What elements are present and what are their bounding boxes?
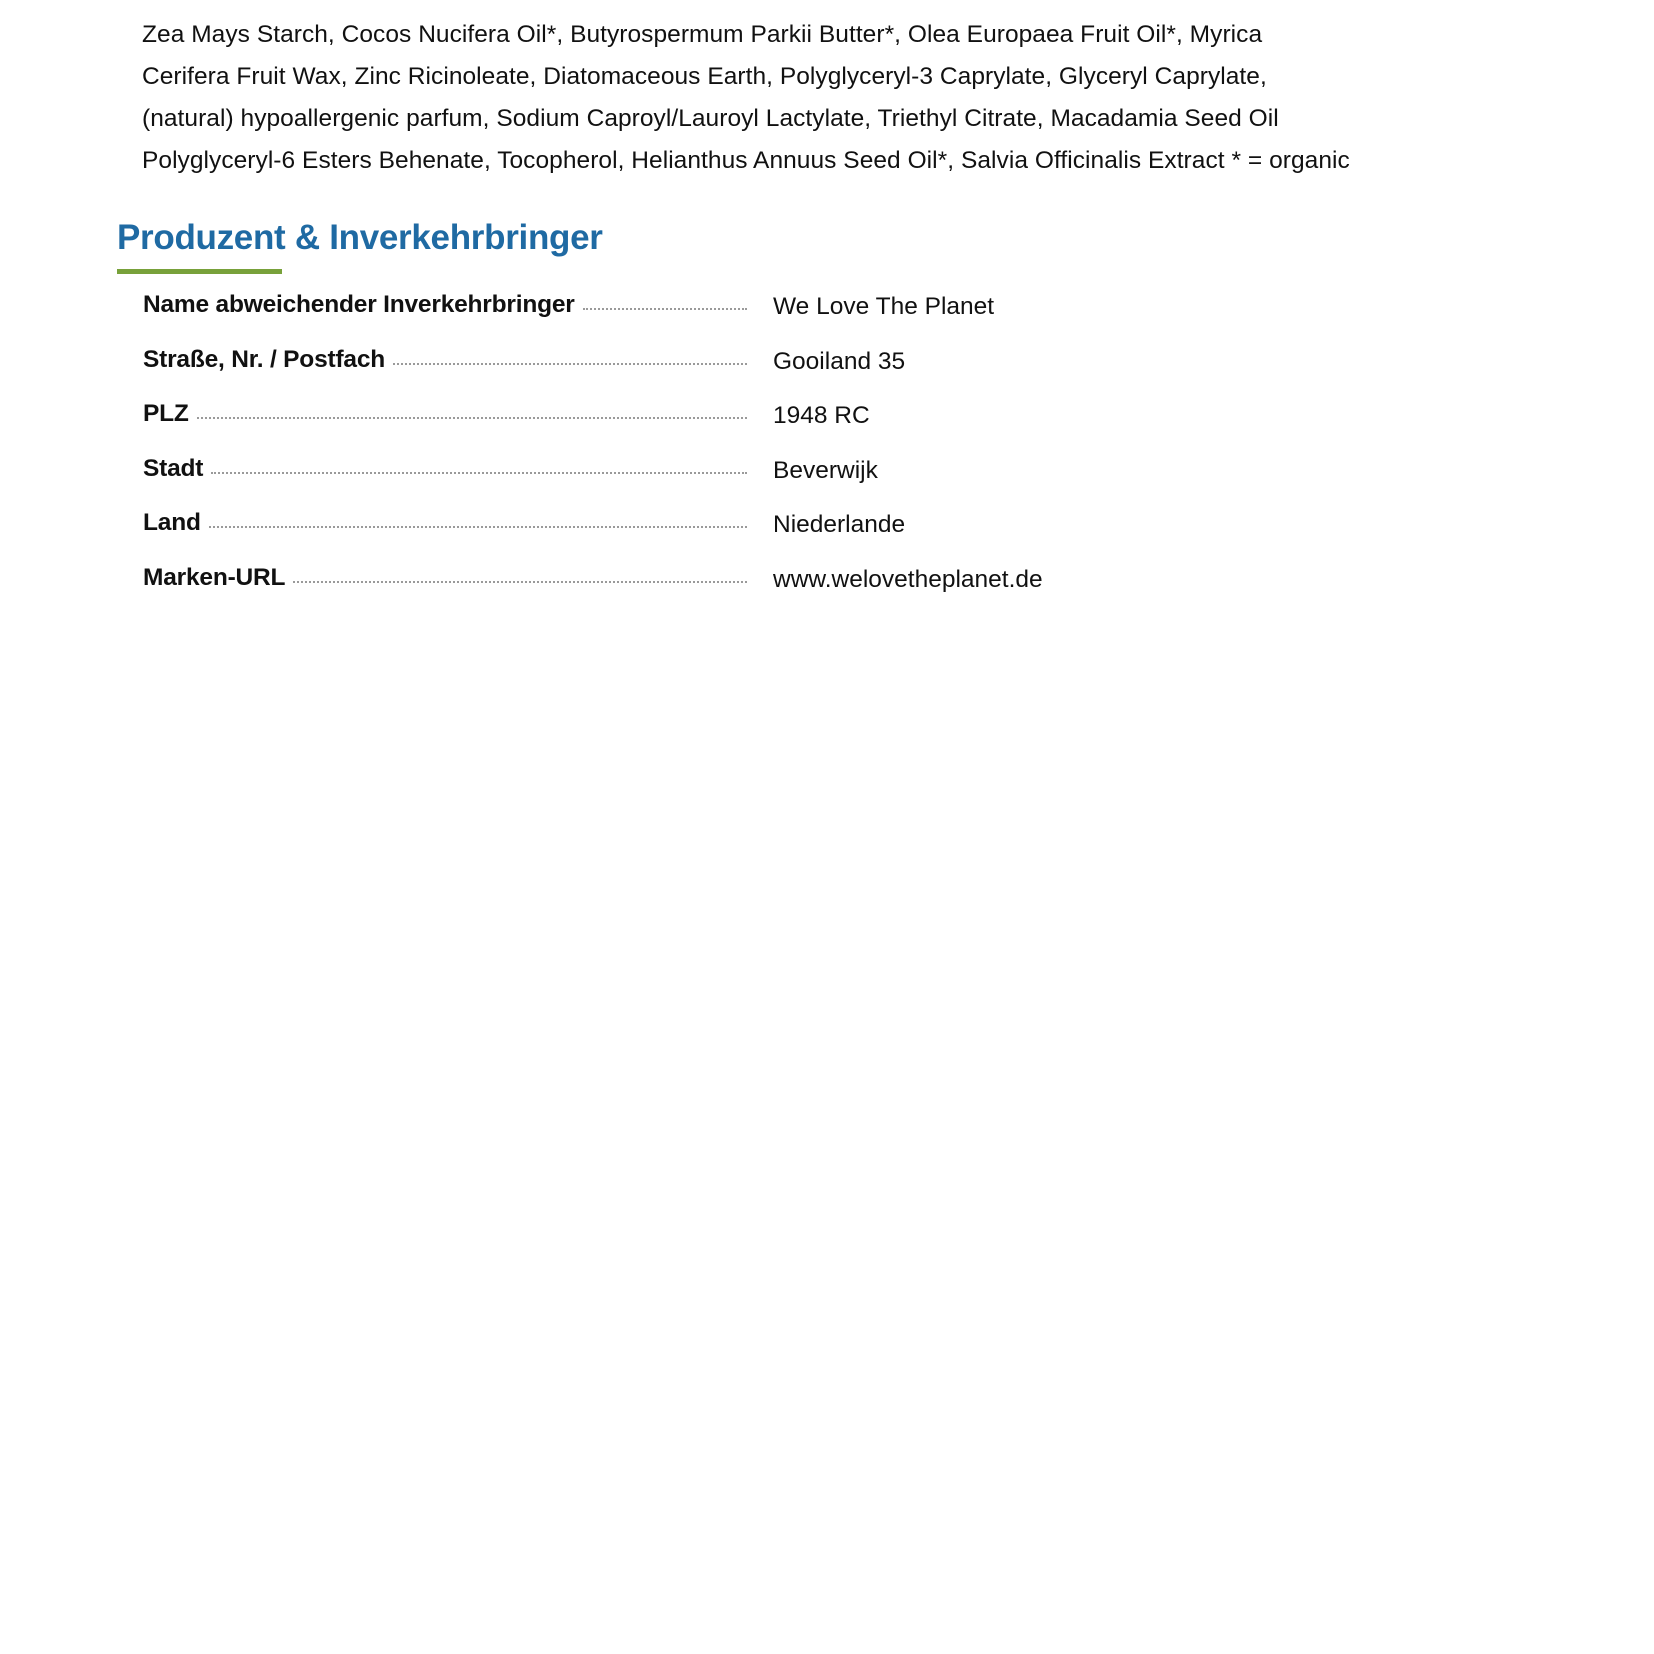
info-row-street (143, 337, 1143, 392)
brand-url-value: www.welovetheplanet.de (773, 565, 1043, 593)
ingredients-line: (natural) hypoallergenic parfum, Sodium Caproyl/Lauroyl Lactylate, Triethyl Citrate, Macadamia Seed Oil (142, 105, 1279, 132)
info-value: Beverwijk (773, 456, 878, 484)
info-label: Name abweichender Inverkehrbringer (143, 291, 575, 318)
info-label: Land (143, 509, 201, 537)
dotted-leader (583, 308, 747, 310)
heading-underline (117, 269, 282, 274)
dotted-leader (211, 472, 747, 474)
info-label-container (143, 282, 747, 328)
dotted-leader (197, 417, 747, 419)
info-value: We Love The Planet (773, 293, 995, 320)
info-label: Straße, Nr. / Postfach (143, 345, 386, 373)
info-label-container (143, 500, 747, 546)
info-label-container (143, 391, 747, 437)
info-value: Niederlande (773, 511, 906, 539)
dotted-leader (209, 526, 747, 528)
info-label-container (143, 337, 747, 383)
producer-info-list (143, 282, 1143, 610)
ingredients-line: Polyglyceryl-6 Esters Behenate, Tocopherol, Helianthus Annuus Seed Oil*, Salvia Officinalis Extract * = organic (142, 147, 1350, 174)
info-row-brand-url (143, 555, 1143, 610)
info-row-plz (143, 391, 1143, 446)
info-label: Stadt (143, 454, 204, 482)
info-label: PLZ (143, 400, 189, 428)
ingredients-line: Cerifera Fruit Wax, Zinc Ricinoleate, Diatomaceous Earth, Polyglyceryl-3 Caprylate, Glyceryl Caprylate, (142, 63, 1267, 90)
dotted-leader (293, 581, 747, 583)
info-row-country (143, 500, 1143, 555)
section-heading-producer: Produzent & Inverkehrbringer (117, 218, 603, 257)
ingredients-line: Zea Mays Starch, Cocos Nucifera Oil*, Butyrospermum Parkii Butter*, Olea Europaea Fruit Oil*, Myrica (142, 21, 1263, 48)
info-row-city (143, 446, 1143, 501)
info-value: Gooiland 35 (773, 347, 906, 375)
dotted-leader (393, 363, 747, 365)
ingredients-text (142, 14, 1442, 182)
info-label: Marken-URL (143, 563, 286, 591)
info-label-container (143, 555, 747, 601)
info-label-container (143, 446, 747, 492)
info-value: 1948 RC (773, 402, 870, 430)
info-row-name (143, 282, 1143, 337)
